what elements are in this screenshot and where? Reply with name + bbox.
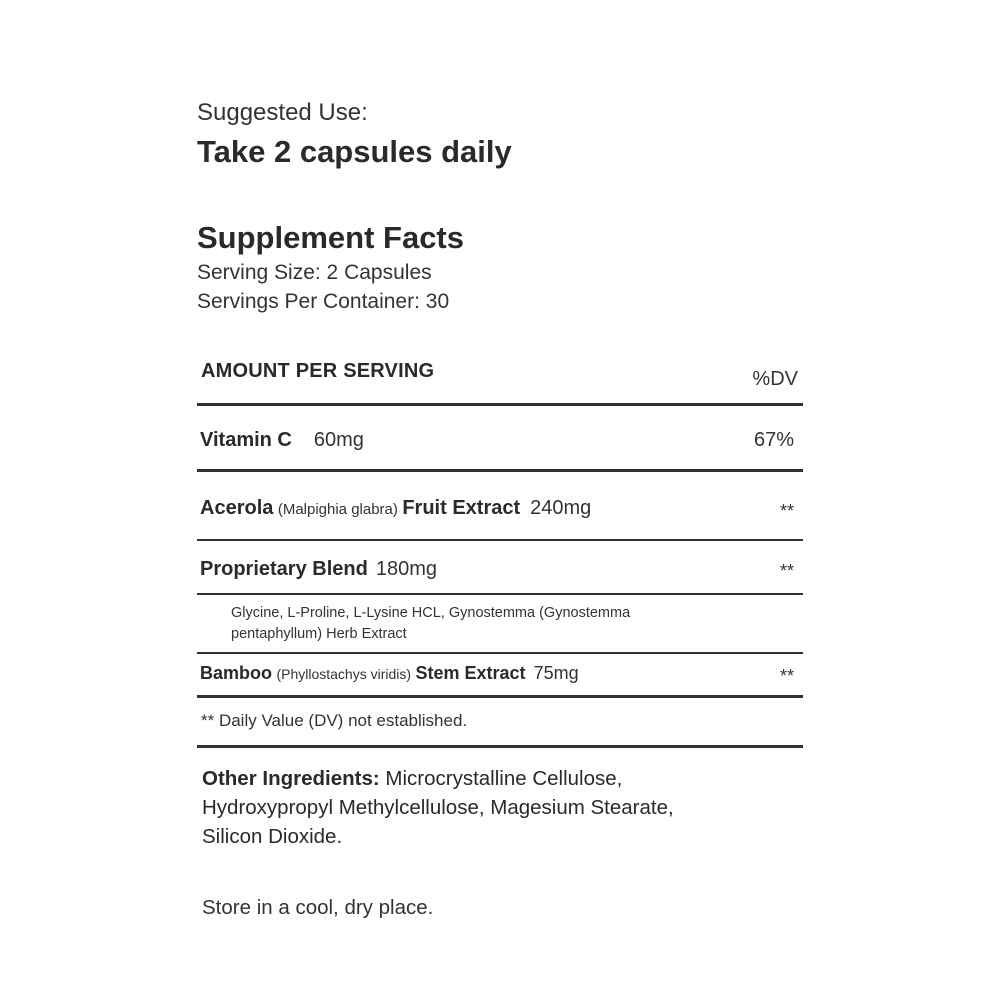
nutrient-name: Proprietary Blend <box>200 558 368 580</box>
other-ingredients <box>202 764 802 851</box>
nutrient-name-suffix: Fruit Extract <box>402 497 521 519</box>
proprietary-blend-description <box>231 603 751 645</box>
nutrient-name-suffix: Stem Extract <box>415 663 526 683</box>
row-divider <box>197 695 803 698</box>
nutrient-amount: 240mg <box>530 497 592 519</box>
other-ingredients-line: Microcrystalline Cellulose, <box>385 767 623 790</box>
row-divider <box>197 469 803 472</box>
dv-footnote: ** Daily Value (DV) not established. <box>201 711 468 730</box>
storage-instructions: Store in a cool, dry place. <box>202 896 434 919</box>
nutrient-name: Vitamin C <box>200 429 292 451</box>
nutrient-dv-vitamin-c: 67% <box>753 429 794 451</box>
dv-header: %DV <box>752 368 798 390</box>
serving-size: Serving Size: 2 Capsules <box>197 261 432 284</box>
nutrient-row-acerola <box>200 497 591 520</box>
row-divider <box>197 652 803 654</box>
servings-per-container: Servings Per Container: 30 <box>197 290 450 313</box>
suggested-use-value: Take 2 capsules daily <box>197 134 512 169</box>
row-divider <box>197 539 803 541</box>
suggested-use-label: Suggested Use: <box>197 99 368 126</box>
nutrient-row-bamboo <box>200 663 579 684</box>
nutrient-dv-bamboo: ** <box>779 666 794 686</box>
nutrient-amount: 60mg <box>313 429 364 451</box>
other-ingredients-line: Silicon Dioxide. <box>202 825 343 848</box>
nutrient-dv-proprietary-blend: ** <box>779 561 794 581</box>
nutrient-name: Bamboo <box>200 663 272 683</box>
nutrient-dv-acerola: ** <box>779 501 794 521</box>
blend-description-line: pentaphyllum) Herb Extract <box>231 626 407 642</box>
other-ingredients-label: Other Ingredients: <box>202 767 380 790</box>
other-ingredients-line: Hydroxypropyl Methylcellulose, Magesium Stearate, <box>202 796 674 819</box>
row-divider <box>197 593 803 595</box>
table-bottom-divider <box>197 745 803 748</box>
blend-description-line: Glycine, L-Proline, L-Lysine HCL, Gynostemma (Gynostemma <box>231 605 631 621</box>
nutrient-scientific-name: (Malpighia glabra) <box>277 501 398 518</box>
supplement-facts-title: Supplement Facts <box>197 220 464 255</box>
nutrient-amount: 180mg <box>375 558 437 580</box>
nutrient-scientific-name: (Phyllostachys viridis) <box>276 666 412 682</box>
nutrient-amount: 75mg <box>533 663 579 683</box>
nutrient-name: Acerola <box>200 497 274 519</box>
nutrient-row-vitamin-c <box>200 429 364 452</box>
nutrient-row-proprietary-blend <box>200 558 437 581</box>
amount-per-serving-header: AMOUNT PER SERVING <box>201 360 435 382</box>
header-divider <box>197 403 803 406</box>
